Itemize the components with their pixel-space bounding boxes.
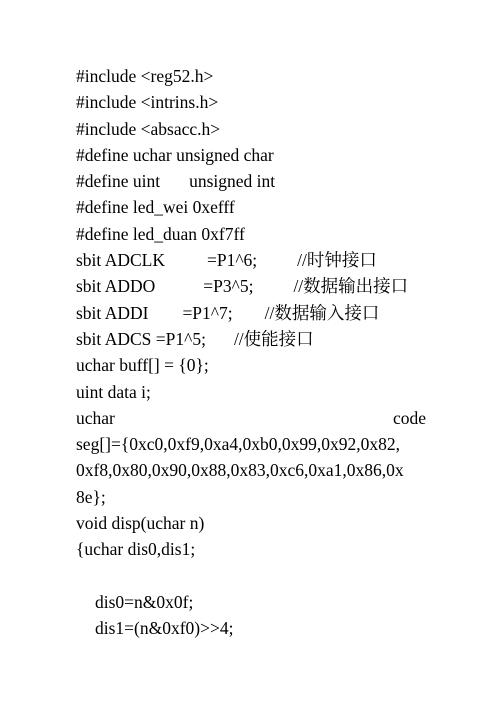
- code-comment: //数据输入接口: [264, 302, 380, 323]
- code-token: sbit ADCS =P1^5;: [76, 328, 206, 349]
- code-comment: //使能接口: [233, 328, 314, 349]
- code-line-seg-array-3: 8e};: [76, 486, 106, 507]
- code-line-void-disp: void disp(uchar n): [76, 513, 205, 534]
- code-line-dis0: dis0=n&0x0f;: [95, 591, 194, 612]
- code-line-seg-array-2: 0xf8,0x80,0x90,0x88,0x83,0xc6,0xa1,0x86,0x: [76, 460, 404, 481]
- code-comment: //数据输出接口: [293, 276, 409, 297]
- code-token: #define uint: [76, 171, 161, 192]
- code-line-define-uint: [76, 168, 426, 194]
- code-token: unsigned int: [189, 171, 276, 192]
- code-line-seg-array-1: seg[]={0xc0,0xf9,0xa4,0xb0,0x99,0x92,0x82,: [76, 434, 400, 455]
- code-line-sbit-adclk: [76, 247, 426, 273]
- code-line-include-absacc: #include <absacc.h>: [76, 118, 221, 139]
- code-token: sbit ADDO: [76, 276, 156, 297]
- code-token: =P1^7;: [182, 302, 233, 323]
- code-line-define-uchar: #define uchar unsigned char: [76, 144, 274, 165]
- code-token: =P1^6;: [206, 250, 258, 271]
- code-line-sbit-addo: [76, 273, 426, 299]
- code-line-define-led-wei: #define led_wei 0xefff: [76, 197, 235, 218]
- code-line-include-reg52: #include <reg52.h>: [76, 66, 214, 86]
- code-line-uchar-dis: {uchar dis0,dis1;: [76, 539, 196, 560]
- code-line-dis1: dis1=(n&0xf0)>>4;: [95, 618, 234, 639]
- code-line-uint-data: uint data i;: [76, 381, 151, 402]
- code-line-include-intrins: #include <intrins.h>: [76, 92, 219, 113]
- blank-line: [76, 563, 426, 589]
- code-line-uchar-code: [76, 405, 426, 431]
- code-listing: [76, 63, 426, 642]
- code-token: uchar: [76, 407, 115, 428]
- code-token: sbit ADDI: [76, 302, 149, 323]
- code-token: sbit ADCLK: [76, 250, 165, 271]
- code-line-define-led-duan: #define led_duan 0xf7ff: [76, 223, 245, 244]
- code-line-sbit-adcs: [76, 326, 426, 352]
- code-token: =P3^5;: [203, 276, 254, 297]
- code-line-sbit-addi: [76, 300, 426, 326]
- code-line-buff: uchar buff[] = {0};: [76, 355, 209, 376]
- code-token: code: [392, 407, 426, 428]
- code-comment: //时钟接口: [297, 250, 377, 271]
